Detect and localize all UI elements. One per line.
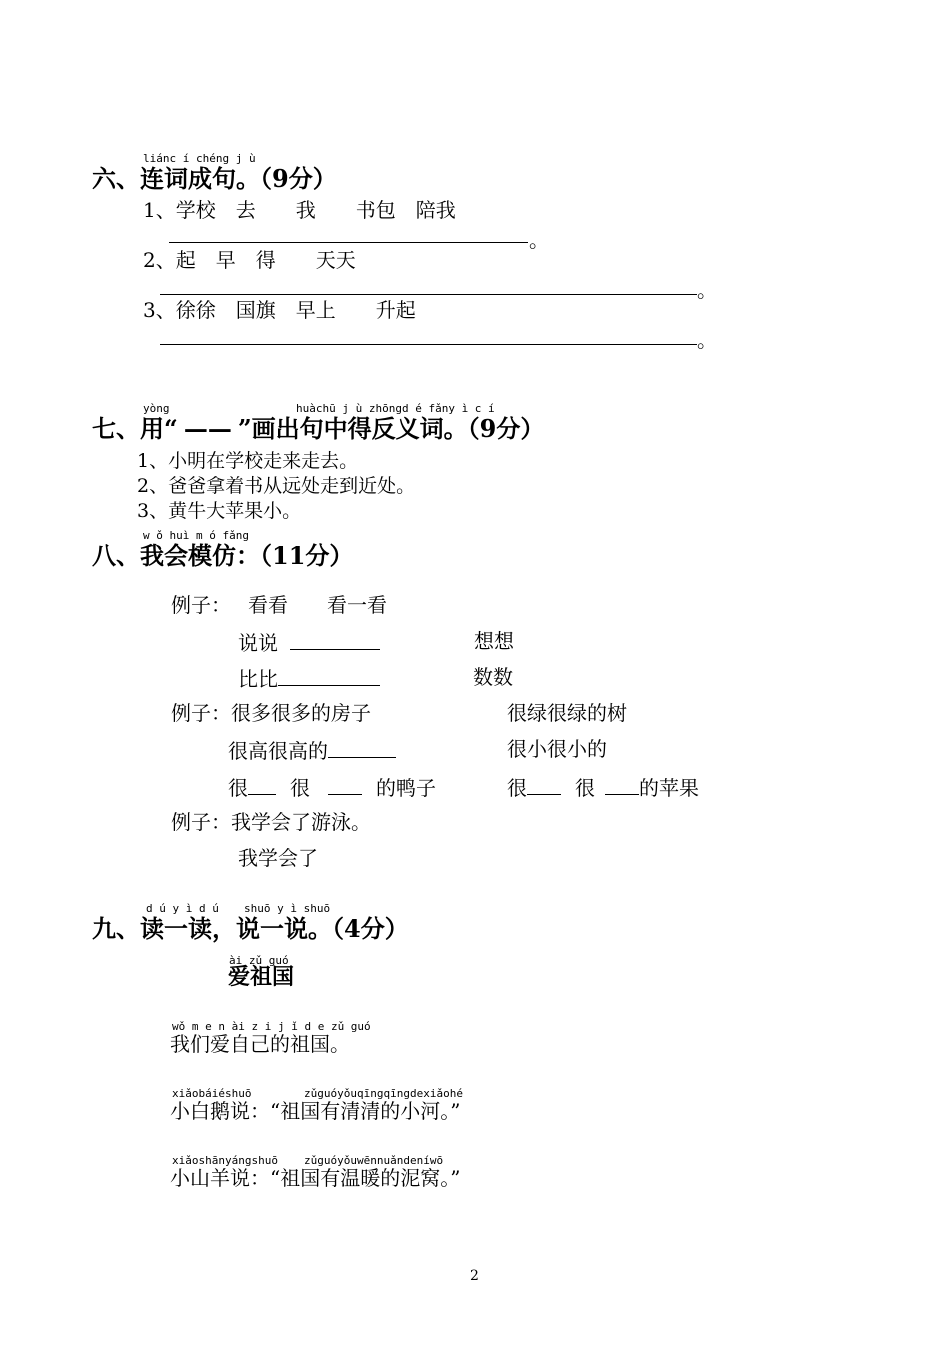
s9-line3-pinyin-b: zǔguóyǒuwēnnuǎndeníwō [304,1154,444,1167]
s9-line2: 小白鹅说：“祖国有清清的小河。” [170,1099,461,1123]
s8-xiao: 很小很小的 [507,737,607,761]
s8-hen-2: 很 [290,776,310,800]
s9-line1: 我们爱自己的祖国。 [170,1032,350,1056]
s6-q3: 3、徐徐 国旗 早上 升起 [143,298,416,322]
s8-gao-item [228,737,396,763]
s8-ex1-label: 例子： [171,593,231,617]
s8-xiang: 想想 [474,629,514,653]
s8-ex2-label: 例子： [171,701,231,725]
s7-title: 画出句中得反义词。 [251,414,468,443]
s8-shuo-blank[interactable] [290,629,380,650]
s9-pinyin-du: d ú y ì d ú [146,902,219,915]
s8-bi-blank[interactable] [278,665,380,686]
s8-yazi-blank-2[interactable] [328,774,362,795]
s7-heading [92,415,544,443]
s9-poem-pinyin: ài zǔ guó [229,954,289,967]
s8-ex3-prompt: 我学会了 [238,846,318,870]
s7-score: （9分） [467,414,545,443]
s6-number: 六、 [92,164,140,193]
s6-pinyin: liánc í chéng j ù [143,152,256,165]
s7-pinyin: huàchū j ù zhōngd é fǎny ì c í [296,402,495,415]
s7-q1: 1、小明在学校走来走去。 [137,450,359,472]
s9-score: （4分） [332,914,409,943]
s9-heading [92,915,409,943]
s6-q1: 1、学校 去 我 书包 陪我 [143,198,456,222]
s9-line3-pinyin-a: xiǎoshānyángshuō [172,1154,278,1167]
s8-ex3 [171,810,371,834]
s9-pinyin-shuo: shuō y ì shuō [244,902,331,915]
s8-de-pingguo: 的苹果 [639,776,699,800]
s7-dash: —— [183,414,232,443]
s6-title: 连词成句。 [140,164,260,193]
s8-bi-item [238,665,380,691]
s7-yong: 用 [140,414,164,443]
s6-q2: 2、起 早 得 天天 [143,248,356,272]
s9-line2-pinyin-a: xiǎobáiéshuō [172,1087,252,1100]
s8-yazi-item [228,774,436,800]
s8-hen-4: 很 [575,776,595,800]
s6-q1-end: 。 [529,228,549,252]
s6-heading [92,165,337,193]
page-number: 2 [470,1268,479,1284]
s8-number: 八、 [92,541,140,570]
s8-yazi-blank-1[interactable] [248,774,276,795]
s8-bi: 比比 [238,667,278,691]
s7-number: 七、 [92,414,140,443]
s6-q3-answer-line [160,344,697,345]
s8-ex1-a: 看看 [248,593,288,617]
s9-line2-pinyin-b: zǔguóyǒuqīngqīngdexiǎohé [304,1087,463,1100]
s8-gao-blank[interactable] [328,737,396,758]
s7-quote-open: “ [164,414,178,443]
s6-q3-end: 。 [697,328,717,352]
s8-ex3-label: 例子： [171,810,231,834]
s8-de-yazi: 的鸭子 [376,776,436,800]
s8-hen-3: 很 [507,776,527,800]
s7-quote-close: ” [237,414,252,443]
s9-line1-pinyin: wǒ m e n ài z i j ǐ d e zǔ guó [172,1020,371,1033]
s6-q2-end: 。 [697,278,717,302]
s8-pingguo-blank-1[interactable] [527,774,561,795]
s8-title: 我会模仿： [140,541,260,570]
s8-pinyin: w ǒ huì m ó fǎng [143,529,249,542]
s8-shuo-item [238,629,380,655]
s8-pingguo-blank-2[interactable] [605,774,639,795]
s9-line3: 小山羊说：“祖国有温暖的泥窝。” [170,1166,461,1190]
s6-q1-answer-line [169,242,528,243]
s8-ex2-a: 很多很多的房子 [231,701,371,725]
s8-ex2 [171,701,371,725]
s9-title: 读一读，说一说。 [140,914,332,943]
s8-shu: 数数 [473,665,513,689]
s8-ex2-b: 很绿很绿的树 [507,701,627,725]
s8-score: （11分） [260,541,354,570]
s6-q2-answer-line [160,294,697,295]
s7-pinyin-yong: yòng [143,402,170,415]
s8-hen-1: 很 [228,776,248,800]
s6-score: （9分） [260,164,337,193]
s8-shuo: 说说 [238,631,278,655]
s8-ex3-text: 我学会了游泳。 [231,810,371,834]
s9-poem-title: 爱祖国 [228,964,295,990]
s8-gao: 很高很高的 [228,739,328,763]
s9-number: 九、 [92,914,140,943]
s7-q3: 3、黄牛大苹果小。 [137,500,302,522]
s8-ex1-b: 看一看 [327,593,387,617]
s8-heading [92,542,353,570]
s7-q2: 2、爸爸拿着书从远处走到近处。 [137,475,416,497]
s8-pingguo-item [507,774,699,800]
